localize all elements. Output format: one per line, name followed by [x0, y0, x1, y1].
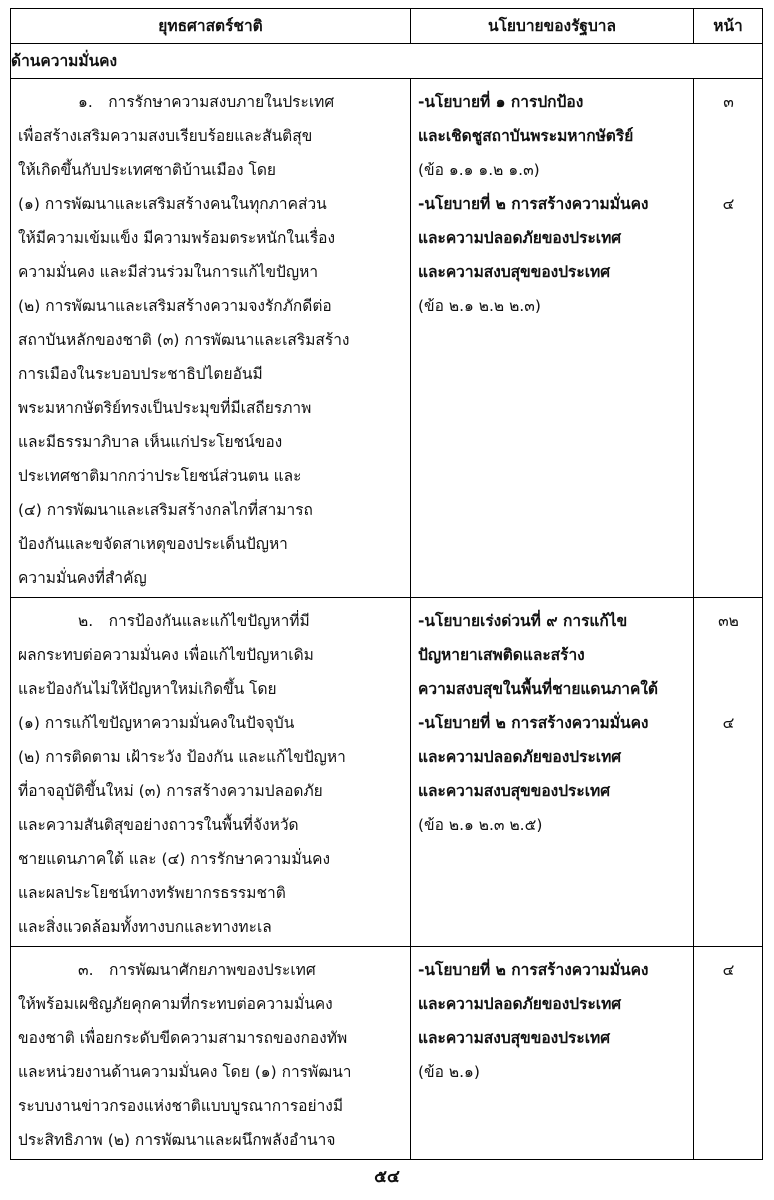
- policy-cell: [411, 598, 694, 947]
- policy-title-line: ความสงบสุขในพื้นที่ชายแดนภาคใต้: [418, 680, 658, 698]
- strategy-line: การเมืองในระบอบประชาธิปไตยอันมี: [18, 365, 263, 383]
- strategy-policy-table: [10, 8, 763, 1160]
- policy-title-line: -นโยบายที่ ๒ การสร้างความมั่นคง: [418, 961, 649, 979]
- section-title: ด้านความมั่นคง: [11, 44, 763, 79]
- table-row: [11, 947, 763, 1160]
- policy-title-line: -นโยบายที่ ๒ การสร้างความมั่นคง: [418, 714, 649, 732]
- strategy-line: ให้มีความเข้มแข็ง มีความพร้อมตระหนักในเรื่อง: [18, 229, 336, 247]
- page-reference: ๔: [722, 961, 735, 979]
- header-page: หน้า: [694, 9, 763, 44]
- strategy-line: และมีธรรมาภิบาล เห็นแก่ประโยชน์ของ: [18, 433, 283, 451]
- table-row: [11, 598, 763, 947]
- strategy-line: พระมหากษัตริย์ทรงเป็นประมุขที่มีเสถียรภาพ: [18, 399, 312, 417]
- page-number: ๕๔: [374, 1167, 400, 1187]
- policy-title-line: และความสงบสุขของประเทศ: [418, 1029, 611, 1047]
- policy-cell: [411, 947, 694, 1160]
- header-strategy: ยุทธศาสตร์ชาติ: [11, 9, 411, 44]
- policy-title-line: -นโยบายเร่งด่วนที่ ๙ การแก้ไข: [418, 612, 628, 630]
- strategy-line: ๒. การป้องกันและแก้ไขปัญหาที่มี: [78, 612, 310, 630]
- policy-title-line: และความสงบสุขของประเทศ: [418, 782, 611, 800]
- strategy-line: ความมั่นคง และมีส่วนร่วมในการแก้ไขปัญหา: [18, 263, 319, 281]
- strategy-line: ที่อาจอุบัติขึ้นใหม่ (๓) การสร้างความปลอดภัย: [18, 782, 323, 800]
- strategy-line: และหน่วยงานด้านความมั่นคง โดย (๑) การพัฒนา: [18, 1063, 352, 1081]
- page-reference: ๓: [723, 93, 734, 111]
- strategy-line: ประเทศชาติมากกว่าประโยชน์ส่วนตน และ: [18, 467, 302, 485]
- strategy-cell: [11, 598, 411, 947]
- strategy-line: เพื่อสร้างเสริมความสงบเรียบร้อยและสันติสุข: [18, 127, 313, 145]
- policy-title-line: -นโยบายที่ ๒ การสร้างความมั่นคง: [418, 195, 649, 213]
- page-reference: ๓๒: [718, 612, 739, 630]
- strategy-line: (๒) การติดตาม เฝ้าระวัง ป้องกัน และแก้ไขปัญหา: [18, 748, 346, 766]
- page-reference: ๔: [722, 195, 735, 213]
- strategy-cell: [11, 79, 411, 598]
- strategy-line: ของชาติ เพื่อยกระดับขีดความสามารถของกองทัพ: [18, 1029, 348, 1047]
- policy-title-line: และเชิดชูสถาบันพระมหากษัตริย์: [418, 127, 634, 145]
- page-reference: [701, 119, 756, 153]
- header-policy: นโยบายของรัฐบาล: [411, 9, 694, 44]
- page-cell: [694, 598, 763, 947]
- strategy-line: (๑) การแก้ไขปัญหาความมั่นคงในปัจจุบัน: [18, 714, 295, 732]
- strategy-line: สถาบันหลักของชาติ (๓) การพัฒนาและเสริมสร้าง: [18, 331, 350, 349]
- page-reference: ๔: [722, 714, 735, 732]
- policy-reference-line: (ข้อ ๒.๑): [418, 1063, 480, 1081]
- policy-title-line: ปัญหายาเสพติดและสร้าง: [418, 646, 585, 664]
- policy-title-line: -นโยบายที่ ๑ การปกป้อง: [418, 93, 584, 111]
- section-row: [11, 44, 763, 79]
- strategy-line: ๓. การพัฒนาศักยภาพของประเทศ: [78, 961, 316, 979]
- policy-title-line: และความสงบสุขของประเทศ: [418, 263, 611, 281]
- page-reference: [701, 638, 756, 672]
- strategy-line: (๑) การพัฒนาและเสริมสร้างคนในทุกภาคส่วน: [18, 195, 327, 213]
- strategy-line: ให้เกิดขึ้นกับประเทศชาติบ้านเมือง โดย: [18, 161, 277, 179]
- page-cell: [694, 947, 763, 1160]
- page-reference: [701, 672, 756, 706]
- policy-reference-line: (ข้อ ๑.๑ ๑.๒ ๑.๓): [418, 161, 540, 179]
- strategy-line: ป้องกันและขจัดสาเหตุของประเด็นปัญหา: [18, 535, 288, 553]
- policy-title-line: และความปลอดภัยของประเทศ: [418, 995, 622, 1013]
- strategy-cell: [11, 947, 411, 1160]
- strategy-line: และความสันติสุขอย่างถาวรในพื้นที่จังหวัด: [18, 816, 299, 834]
- policy-title-line: และความปลอดภัยของประเทศ: [418, 748, 622, 766]
- strategy-line: (๔) การพัฒนาและเสริมสร้างกลไกที่สามารถ: [18, 501, 313, 519]
- strategy-line: ๑. การรักษาความสงบภายในประเทศ: [78, 93, 335, 111]
- page-cell: [694, 79, 763, 598]
- strategy-line: และผลประโยชน์ทางทรัพยากรธรรมชาติ: [18, 884, 286, 902]
- policy-title-line: และความปลอดภัยของประเทศ: [418, 229, 622, 247]
- table-row: [11, 79, 763, 598]
- policy-reference-line: (ข้อ ๒.๑ ๒.๓ ๒.๕): [418, 816, 543, 834]
- strategy-line: และป้องกันไม่ให้ปัญหาใหม่เกิดขึ้น โดย: [18, 680, 277, 698]
- policy-reference-line: (ข้อ ๒.๑ ๒.๒ ๒.๓): [418, 297, 541, 315]
- strategy-line: (๒) การพัฒนาและเสริมสร้างความจงรักภักดีต่อ: [18, 297, 332, 315]
- policy-cell: [411, 79, 694, 598]
- strategy-line: ผลกระทบต่อความมั่นคง เพื่อแก้ไขปัญหาเดิม: [18, 646, 314, 664]
- strategy-line: และสิ่งแวดล้อมทั้งทางบกและทางทะเล: [18, 918, 272, 936]
- strategy-line: ระบบงานข่าวกรองแห่งชาติแบบบูรณาการอย่างมี: [18, 1097, 344, 1115]
- strategy-line: ความมั่นคงที่สำคัญ: [18, 569, 147, 587]
- page-reference: [701, 153, 756, 187]
- strategy-line: ประสิทธิภาพ (๒) การพัฒนาและผนึกพลังอำนาจ: [18, 1131, 336, 1149]
- strategy-line: ให้พร้อมเผชิญภัยคุกคามที่กระทบต่อความมั่นคง: [18, 995, 333, 1013]
- table-header-row: [11, 9, 763, 44]
- strategy-line: ชายแดนภาคใต้ และ (๔) การรักษาความมั่นคง: [18, 850, 331, 868]
